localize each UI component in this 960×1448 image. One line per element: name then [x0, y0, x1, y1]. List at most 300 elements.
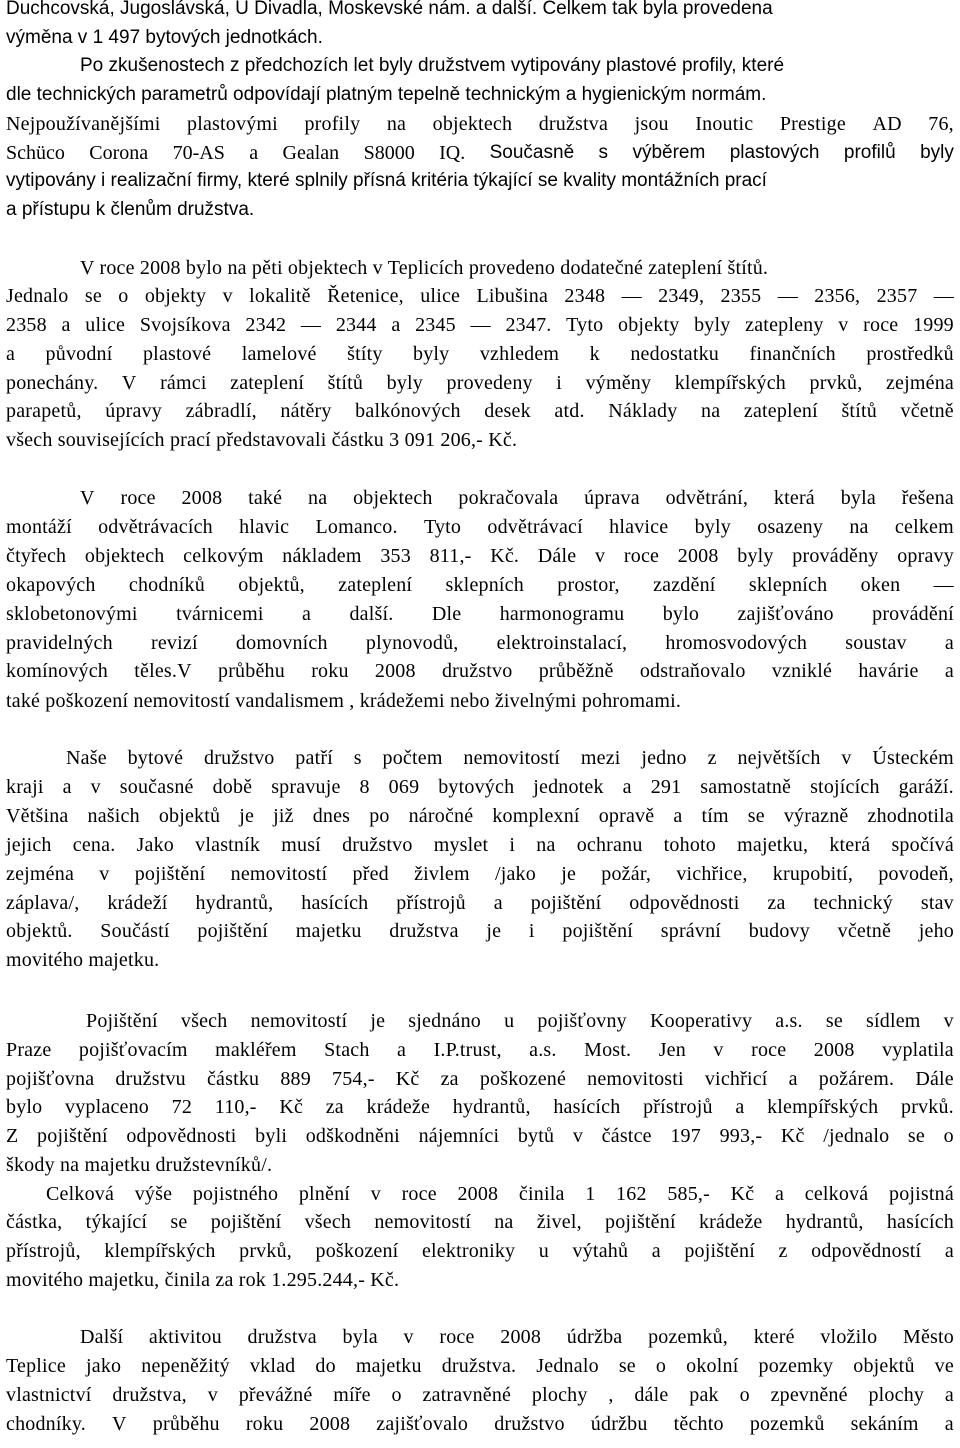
word: roce	[439, 1326, 475, 1348]
word: byla	[342, 1326, 378, 1348]
text-line	[6, 142, 954, 170]
word: roku	[311, 660, 349, 682]
word: řešena	[901, 487, 954, 509]
word: komplexní	[492, 805, 580, 827]
word: hydrantů,	[195, 892, 274, 914]
word: převážné	[238, 1384, 313, 1406]
blank-line	[6, 1298, 954, 1326]
text-line	[6, 1326, 954, 1354]
word: celkem	[894, 516, 954, 538]
word: 2008	[500, 1326, 542, 1348]
word: pojišťovacím	[78, 1039, 188, 1061]
word: vzniklé	[771, 660, 833, 682]
word: požár,	[601, 863, 652, 885]
word: Nejpoužívanějšími	[6, 113, 161, 135]
word: pojišťovny	[537, 1010, 627, 1032]
blank-line	[6, 719, 954, 747]
text-line	[6, 400, 954, 428]
word: plnění	[298, 1183, 351, 1205]
word: v	[403, 1326, 414, 1348]
word: Corona	[89, 142, 149, 164]
word: nemovitosti	[587, 1068, 684, 1090]
word: —	[470, 314, 491, 336]
word: ponechány.	[6, 372, 99, 394]
word: odpovědnosti	[126, 1125, 237, 1147]
word: ulice	[420, 285, 461, 307]
word: přístrojů,	[6, 1240, 81, 1262]
word: /jako	[494, 863, 536, 885]
word: /jednalo	[823, 1125, 890, 1147]
word: u	[504, 1010, 515, 1032]
word: objektech	[84, 545, 165, 567]
word: se	[747, 805, 765, 827]
word: ve	[934, 1355, 954, 1377]
word: jako	[86, 1355, 122, 1377]
word: Kooperativy	[649, 1010, 753, 1032]
word: cena.	[72, 834, 116, 856]
word: z	[707, 747, 717, 769]
text-line	[6, 545, 954, 573]
blank-line	[6, 458, 954, 486]
text-line	[6, 776, 954, 804]
word: částka,	[6, 1211, 63, 1233]
word: sekáním	[850, 1413, 919, 1435]
word: je	[370, 1010, 386, 1032]
word: celková	[804, 1183, 869, 1205]
word: mezi	[580, 747, 621, 769]
word: Libušina	[476, 285, 549, 307]
word: 2008	[374, 660, 416, 682]
word: plochy	[868, 1384, 925, 1406]
word: tohoto	[663, 834, 716, 856]
word: v	[713, 1039, 724, 1061]
word: plynovodů,	[365, 632, 459, 654]
word: a	[944, 1384, 954, 1406]
word: přístrojů	[396, 892, 466, 914]
word: 76,	[928, 113, 954, 135]
word: pojistného	[192, 1183, 279, 1205]
word: pojištění	[562, 920, 634, 942]
word: za	[440, 1068, 459, 1090]
text-line: škody na majetku družstevníků/.	[6, 1154, 273, 1176]
word: původní	[45, 343, 113, 365]
word: objektů	[853, 1355, 915, 1377]
word: 291	[650, 776, 682, 798]
text-line	[6, 920, 954, 948]
word: na	[494, 1211, 514, 1233]
word: se	[84, 285, 102, 307]
word: včetně	[900, 400, 954, 422]
word: —	[621, 285, 642, 307]
word: výše	[134, 1183, 173, 1205]
word: v	[841, 747, 852, 769]
word: AD	[872, 113, 902, 135]
word: jejich	[6, 834, 52, 856]
word: bylo	[662, 603, 700, 625]
word: těchto	[673, 1413, 724, 1435]
word: roce	[863, 314, 899, 336]
word: 110,-	[214, 1096, 257, 1118]
word: rámci	[160, 372, 207, 394]
word: Naše	[66, 747, 107, 769]
word: 8	[359, 776, 370, 798]
word: na	[308, 487, 328, 509]
word: kraji	[6, 776, 44, 798]
word: Gealan	[282, 142, 340, 164]
word: družstva	[538, 113, 609, 135]
word: 2008	[309, 1413, 351, 1435]
text-line: Duchcovská, Jugoslávská, U Divadla, Moskevské nám. a další. Celkem tak byla provedena	[6, 0, 773, 19]
word: elektroniky	[421, 1240, 516, 1262]
word: vzhledem	[479, 343, 560, 365]
word: hlavice	[609, 516, 669, 538]
word: v	[595, 545, 606, 567]
word: 2355	[720, 285, 762, 307]
word: družstvo	[494, 1413, 565, 1435]
word: prvků,	[239, 1240, 292, 1262]
text-line	[6, 372, 954, 400]
text-line	[6, 1384, 954, 1412]
word: jsou	[634, 113, 669, 135]
word: Kč	[395, 1068, 420, 1090]
word: profily	[304, 113, 361, 135]
word: a	[673, 805, 683, 827]
word: Jako	[136, 834, 175, 856]
word: opravě	[598, 805, 655, 827]
word: domovních	[235, 632, 328, 654]
word: 2358	[6, 314, 47, 336]
word: další.	[349, 603, 394, 625]
word: V	[80, 487, 95, 509]
word: o	[118, 285, 129, 307]
word: Náklady	[608, 400, 678, 422]
word: a	[735, 1096, 745, 1118]
text-line: Po zkušenostech z předchozích let byly družstvem vytipovány plastové profily, které	[80, 55, 785, 76]
word: bytových	[438, 776, 515, 798]
word: zábradlí,	[185, 400, 257, 422]
word: dále	[634, 1384, 669, 1406]
word: pokračovala	[458, 487, 559, 509]
word: revizí	[151, 632, 198, 654]
word: jeho	[918, 920, 954, 942]
word: sídlem	[866, 1010, 921, 1032]
word: odpovědnosti	[629, 892, 740, 914]
word: Schüco	[6, 142, 65, 164]
blank-line	[6, 978, 954, 1006]
word: a	[775, 1183, 785, 1205]
word: 353	[380, 545, 411, 567]
word: výtahů	[572, 1240, 629, 1262]
word: zateplení	[743, 400, 818, 422]
word: parapetů,	[6, 400, 82, 422]
word: Ústeckém	[872, 747, 954, 769]
word: desek	[484, 400, 531, 422]
word: V	[121, 372, 137, 394]
word: v	[222, 285, 233, 307]
word: a	[622, 776, 632, 798]
word: Tyto	[566, 314, 604, 336]
word: oken	[860, 574, 901, 596]
word: pozemků	[749, 1413, 825, 1435]
word: již	[273, 805, 294, 827]
word: v	[207, 1384, 218, 1406]
word: chodníky.	[6, 1413, 86, 1435]
word: byly	[386, 372, 423, 394]
word: s	[353, 747, 362, 769]
word: odstraňovalo	[639, 660, 746, 682]
word: týkající	[85, 1211, 148, 1233]
word: 2342	[245, 314, 287, 336]
word: pojištění	[530, 892, 602, 914]
word: byli	[255, 1125, 288, 1147]
word: objekty	[144, 285, 207, 307]
word: 70-AS	[172, 142, 225, 164]
word: na	[386, 113, 407, 135]
word: průběžně	[538, 660, 614, 682]
word: okapových	[6, 574, 96, 596]
word: se	[907, 1125, 925, 1147]
word: a.s.	[775, 1010, 803, 1032]
word: jedno	[641, 747, 687, 769]
word: plastovými	[187, 113, 278, 135]
word: živlem	[414, 863, 470, 885]
word: objektů,	[238, 574, 305, 596]
text-line	[6, 1039, 954, 1067]
text-line	[6, 632, 954, 660]
word: vlastník	[195, 834, 261, 856]
word: údržbu	[590, 1413, 648, 1435]
word: Kč	[780, 1125, 805, 1147]
word: —	[777, 285, 798, 307]
word: roce	[401, 1183, 437, 1205]
word: družstva	[389, 920, 459, 942]
word: současné	[119, 776, 194, 798]
word: nedostatku	[630, 343, 719, 365]
word: i	[528, 920, 535, 942]
word: makléřem	[215, 1039, 297, 1061]
word: Most.	[584, 1039, 632, 1061]
text-line	[6, 1125, 954, 1153]
text-line	[6, 805, 954, 833]
word: 1999	[913, 314, 954, 336]
word: 2008	[181, 487, 223, 509]
word: štíty	[347, 343, 383, 365]
word: majetku,	[737, 834, 809, 856]
word: odvětrávacích	[98, 516, 213, 538]
word: nemovitostí	[230, 863, 328, 885]
word: byly	[737, 545, 774, 567]
word: havárie	[858, 660, 919, 682]
word: V	[112, 1413, 127, 1435]
text-line: vytipovány i realizační firmy, které splnily přísná kritéria týkající se kvality montážních prací	[6, 170, 767, 191]
word: o	[391, 1384, 402, 1406]
word: družstvo	[204, 747, 275, 769]
word: bytů	[517, 1125, 555, 1147]
word: chodníků	[128, 574, 205, 596]
word: majetku	[355, 1355, 422, 1377]
word: lamelové	[241, 343, 317, 365]
word: —	[933, 574, 954, 596]
word: hydrantů,	[785, 1211, 864, 1233]
word: Prestige	[779, 113, 846, 135]
word: prostor,	[557, 574, 620, 596]
word: je	[486, 920, 502, 942]
word: objektů.	[6, 920, 73, 942]
word: nemovitostí	[374, 1211, 472, 1233]
word: nájemníci	[418, 1125, 500, 1147]
word: které	[753, 1326, 795, 1348]
word: je	[561, 863, 577, 885]
word: těles.V	[134, 660, 192, 682]
word: objektech	[432, 113, 513, 135]
word: Teplice	[6, 1355, 66, 1377]
word: elektroinstalací,	[496, 632, 628, 654]
word: pojištění	[134, 863, 206, 885]
word: Většina	[6, 805, 69, 827]
word: z	[778, 1240, 788, 1262]
word: pojistná	[889, 1183, 954, 1205]
word: roce	[623, 545, 660, 567]
word: majetku	[295, 920, 362, 942]
word: 162	[616, 1183, 647, 1205]
word: Současně	[489, 142, 575, 163]
word: lokalitě	[249, 285, 311, 307]
word: spravuje	[271, 776, 341, 798]
word: vyplatila	[882, 1039, 954, 1061]
word: Praze	[6, 1039, 52, 1061]
word: a	[944, 1240, 954, 1262]
word: za	[767, 892, 786, 914]
word: krádeží	[107, 892, 168, 914]
word: přístrojů	[643, 1096, 713, 1118]
word: roku	[245, 1413, 284, 1435]
word: je	[239, 805, 255, 827]
word: spočívá	[891, 834, 954, 856]
word: byla	[840, 487, 876, 509]
text-line	[6, 314, 954, 342]
word: 72	[171, 1096, 193, 1118]
word: bytové	[127, 747, 184, 769]
word: klempířských	[767, 1096, 879, 1118]
word: 993,-	[719, 1125, 763, 1147]
word: a	[6, 343, 16, 365]
text-line: dle technických parametrů odpovídají platným tepelně technickým a hygienickým normám.	[6, 84, 767, 105]
word: poškození	[315, 1240, 399, 1262]
text-line	[6, 1211, 954, 1239]
word: prvků,	[809, 372, 863, 394]
word: před	[352, 863, 389, 885]
word: výběrem	[632, 142, 706, 163]
word: o	[943, 1125, 954, 1147]
word: musí	[281, 834, 321, 856]
word: objekty	[618, 314, 680, 336]
text-line	[6, 1240, 954, 1268]
word: která	[773, 487, 815, 509]
word: výměny	[585, 372, 652, 394]
word: hasících	[886, 1211, 954, 1233]
word: povodeň,	[878, 863, 954, 885]
text-line: V roce 2008 bylo na pěti objektech v Teplicích provedeno dodatečné zateplení štítů.	[80, 257, 769, 279]
text-line: movitého majetku, činila za rok 1.295.244,- Kč.	[6, 1269, 400, 1291]
word: Kč.	[490, 545, 520, 567]
word: v	[572, 1125, 584, 1147]
word: —	[300, 314, 322, 336]
text-line	[6, 834, 954, 862]
word: prvků.	[901, 1096, 954, 1118]
text-line	[6, 1096, 954, 1124]
word: pojišťovna	[6, 1068, 95, 1090]
word: provedeny	[446, 372, 533, 394]
text-line: výměna v 1 497 bytových jednotkách.	[6, 27, 323, 48]
text-line: také poškození nemovitostí vandalismem , krádežemi nebo živelnými pohromami.	[6, 690, 682, 712]
word: Dále	[915, 1068, 954, 1090]
word: sklepních	[748, 574, 828, 596]
word: pravidelných	[6, 632, 113, 654]
word: vložilo	[820, 1326, 878, 1348]
word: klempířských	[674, 372, 787, 394]
word: Stach	[324, 1039, 370, 1061]
word: plastové	[142, 343, 212, 365]
word: stav	[920, 892, 954, 914]
word: opravy	[897, 545, 954, 567]
word: největších	[737, 747, 821, 769]
text-line	[6, 487, 954, 515]
word: byly	[920, 142, 954, 163]
word: a	[397, 1039, 407, 1061]
word: krupobití,	[772, 863, 854, 885]
word: sklepních	[445, 574, 524, 596]
word: době	[212, 776, 253, 798]
word: Pojištění	[86, 1010, 158, 1032]
word: která	[829, 834, 871, 856]
word: budovy	[748, 920, 810, 942]
word: prováděny	[792, 545, 879, 567]
text-line	[6, 863, 954, 891]
word: Dle	[431, 603, 462, 625]
word: do	[315, 1355, 336, 1377]
word: atd.	[554, 400, 585, 422]
word: v	[838, 314, 849, 336]
word: na	[536, 834, 556, 856]
word: pak	[689, 1384, 719, 1406]
word: hasících	[301, 892, 369, 914]
word: jednotek	[533, 776, 604, 798]
word: vklad	[249, 1355, 296, 1377]
word: i	[556, 372, 563, 394]
word: okolní	[686, 1355, 739, 1377]
text-line	[6, 1010, 954, 1038]
word: a	[944, 660, 954, 682]
word: plastových	[729, 142, 820, 163]
word: počtem	[382, 747, 443, 769]
word: družstva.	[441, 1355, 517, 1377]
word: k	[589, 343, 600, 365]
word: živel,	[536, 1211, 582, 1233]
word: ulice	[85, 314, 126, 336]
word: objektů	[158, 805, 221, 827]
word: zejména	[6, 863, 75, 885]
word: na	[701, 400, 721, 422]
word: v	[370, 1183, 381, 1205]
word: také	[248, 487, 283, 509]
word: 2008	[813, 1039, 855, 1061]
text-line	[6, 603, 954, 631]
text-line	[6, 285, 954, 313]
text-line	[6, 113, 954, 141]
text-line	[6, 574, 954, 602]
word: vlastnictví	[6, 1384, 92, 1406]
word: ochranu	[576, 834, 643, 856]
